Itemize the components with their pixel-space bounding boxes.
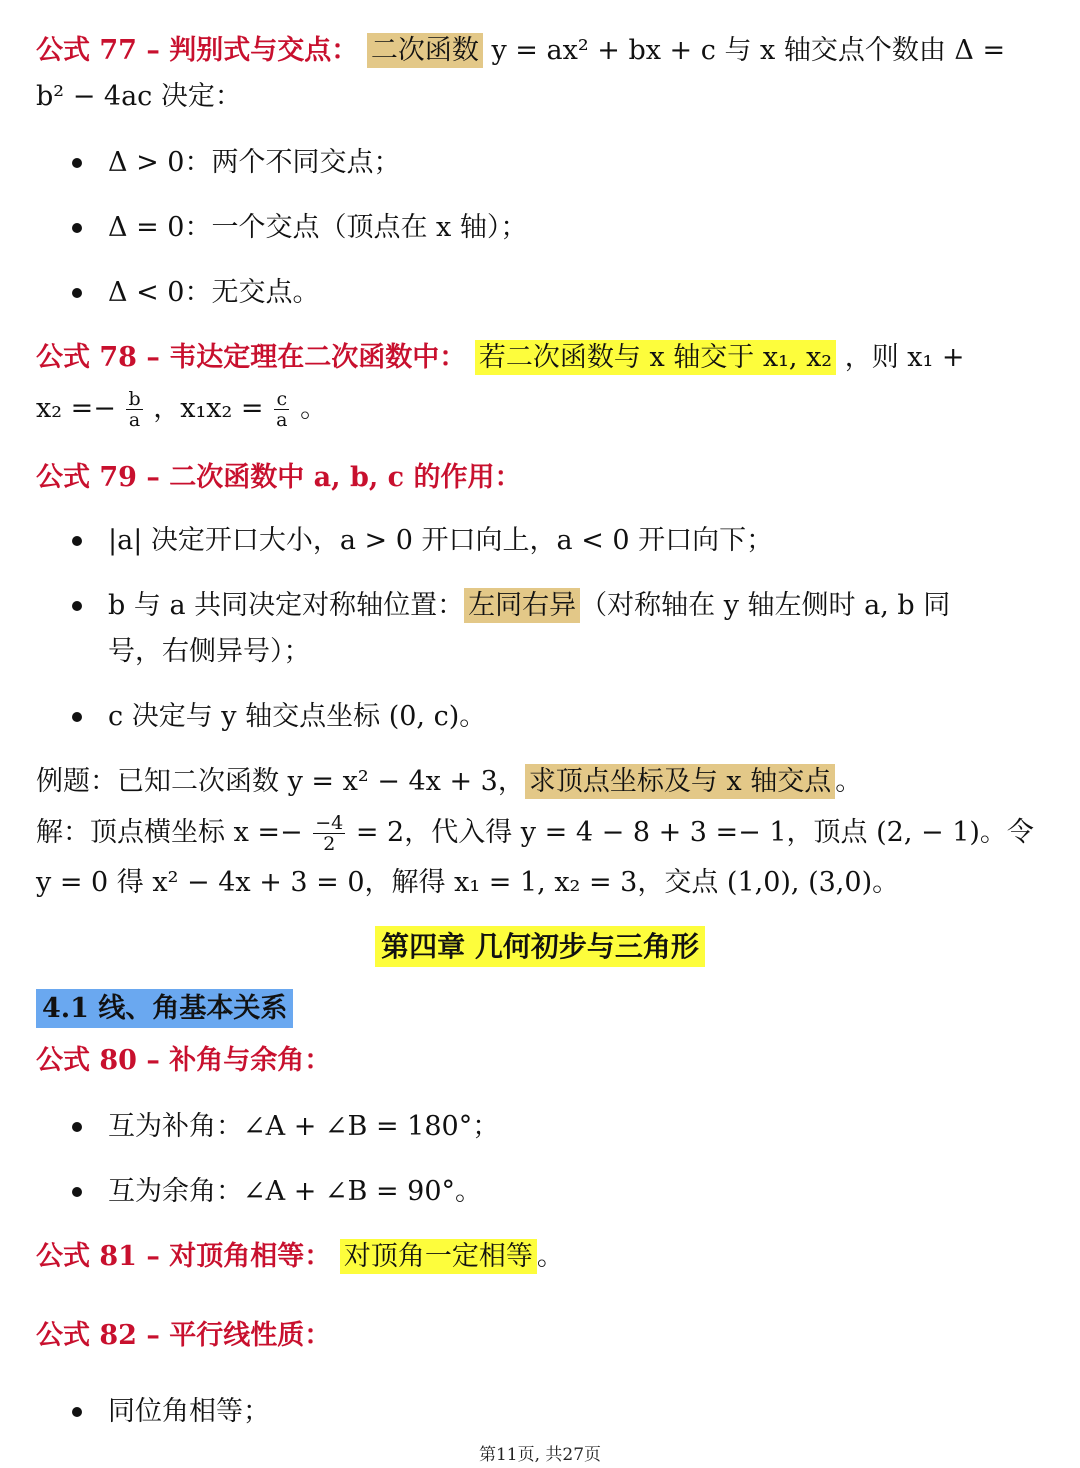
list-item-text: 互为余角：∠A + ∠B = 90°。 — [108, 1176, 483, 1207]
list-item-text: 号，右侧异号）； — [108, 636, 311, 667]
example-highlight: 求顶点坐标及与 x 轴交点 — [525, 764, 835, 799]
formula-78-heading: 公式 78 – 韦达定理在二次函数中： — [36, 342, 467, 373]
formula-77-line1 — [36, 28, 1052, 74]
example-question — [36, 759, 1052, 805]
fraction-denominator: 2 — [323, 833, 336, 855]
example-text-b: 。 — [835, 766, 863, 797]
formula-79-heading: 公式 79 – 二次函数中 a, b, c 的作用： — [36, 462, 522, 493]
bullet-icon — [72, 223, 82, 233]
chapter-title — [0, 924, 1080, 970]
example-solution-line2: y = 0 得 x² − 4x + 3 = 0，解得 x₁ = 1, x₂ = 3，交点 (1,0), (3,0)。 — [36, 867, 900, 898]
bullet-icon — [72, 712, 82, 722]
page-number: 第11页, 共27页 — [478, 1445, 602, 1465]
formula-82-heading-line — [36, 1313, 1052, 1359]
formula-77-highlight: 二次函数 — [367, 33, 483, 68]
fraction-numerator: c — [274, 389, 289, 410]
formula-82-heading: 公式 82 – 平行线性质： — [36, 1320, 332, 1351]
formula-78-line2 — [36, 386, 1052, 432]
formula-77-heading: 公式 77 – 判别式与交点： — [36, 35, 359, 66]
formula-80-heading-line — [36, 1038, 1052, 1084]
list-item-highlight: 左同右异 — [464, 588, 580, 623]
bullet-icon — [72, 1187, 82, 1197]
list-item-text: 同位角相等； — [108, 1396, 270, 1427]
bullet-icon — [72, 158, 82, 168]
formula-78-line1 — [36, 335, 1052, 381]
list-item-text: c 决定与 y 轴交点坐标 (0, c)。 — [108, 701, 487, 732]
fraction-b-over-a — [126, 389, 142, 430]
formula-77-text: y = ax² + bx + c 与 x 轴交点个数由 Δ = — [491, 35, 1006, 66]
fraction-denominator: a — [128, 409, 141, 431]
formula-81-text: 。 — [536, 1241, 564, 1272]
chapter-title-text: 第四章 几何初步与三角形 — [375, 926, 705, 967]
solution-text-a: 解：顶点横坐标 x =− — [36, 817, 303, 848]
example-text-a: 例题：已知二次函数 y = x² − 4x + 3， — [36, 766, 525, 797]
formula-80-heading: 公式 80 – 补角与余角： — [36, 1045, 332, 1076]
fraction-numerator: b — [128, 388, 141, 410]
list-item-text-a: b 与 a 共同决定对称轴位置： — [108, 590, 465, 621]
list-item-text — [108, 583, 1052, 629]
formula-81-heading: 公式 81 – 对顶角相等： — [36, 1241, 332, 1272]
formula-78-text-a: x₂ =− — [36, 393, 116, 424]
fraction-numerator: −4 — [315, 812, 344, 834]
bullet-icon — [72, 601, 82, 611]
fraction-neg4-over-2 — [313, 813, 345, 854]
bullet-icon — [72, 1407, 82, 1417]
formula-78-highlight: 若二次函数与 x 轴交于 x₁, x₂ — [475, 340, 836, 375]
formula-79-heading-line — [36, 455, 1052, 501]
solution-text-b: = 2，代入得 y = 4 − 8 + 3 =− 1，顶点 (2, − 1)。令 — [355, 817, 1034, 848]
list-item-text: Δ < 0：无交点。 — [108, 277, 320, 308]
example-solution-line1 — [36, 810, 1052, 856]
bullet-icon — [72, 288, 82, 298]
section-heading — [36, 986, 1052, 1032]
formula-78-text: ，则 x₁ + — [844, 342, 965, 373]
fraction-denominator: a — [276, 409, 288, 431]
formula-77-line2: b² − 4ac 决定： — [36, 81, 242, 112]
list-item-text: Δ > 0：两个不同交点； — [108, 147, 401, 178]
fraction-c-over-a — [274, 389, 289, 430]
list-item-text: Δ = 0：一个交点（顶点在 x 轴）； — [108, 212, 528, 243]
formula-81-highlight: 对顶角一定相等 — [340, 1239, 537, 1274]
list-item-text: |a| 决定开口大小，a > 0 开口向上，a < 0 开口向下； — [108, 525, 774, 556]
formula-78-text-c: 。 — [300, 393, 328, 424]
formula-81-line — [36, 1234, 1052, 1280]
formula-78-text-b: ，x₁x₂ = — [153, 393, 264, 424]
bullet-icon — [72, 1122, 82, 1132]
list-item-text-b: （对称轴在 y 轴左侧时 a, b 同 — [580, 590, 951, 621]
section-heading-text: 4.1 线、角基本关系 — [36, 989, 293, 1028]
list-item-text: 互为补角：∠A + ∠B = 180°； — [108, 1111, 500, 1142]
bullet-icon — [72, 536, 82, 546]
